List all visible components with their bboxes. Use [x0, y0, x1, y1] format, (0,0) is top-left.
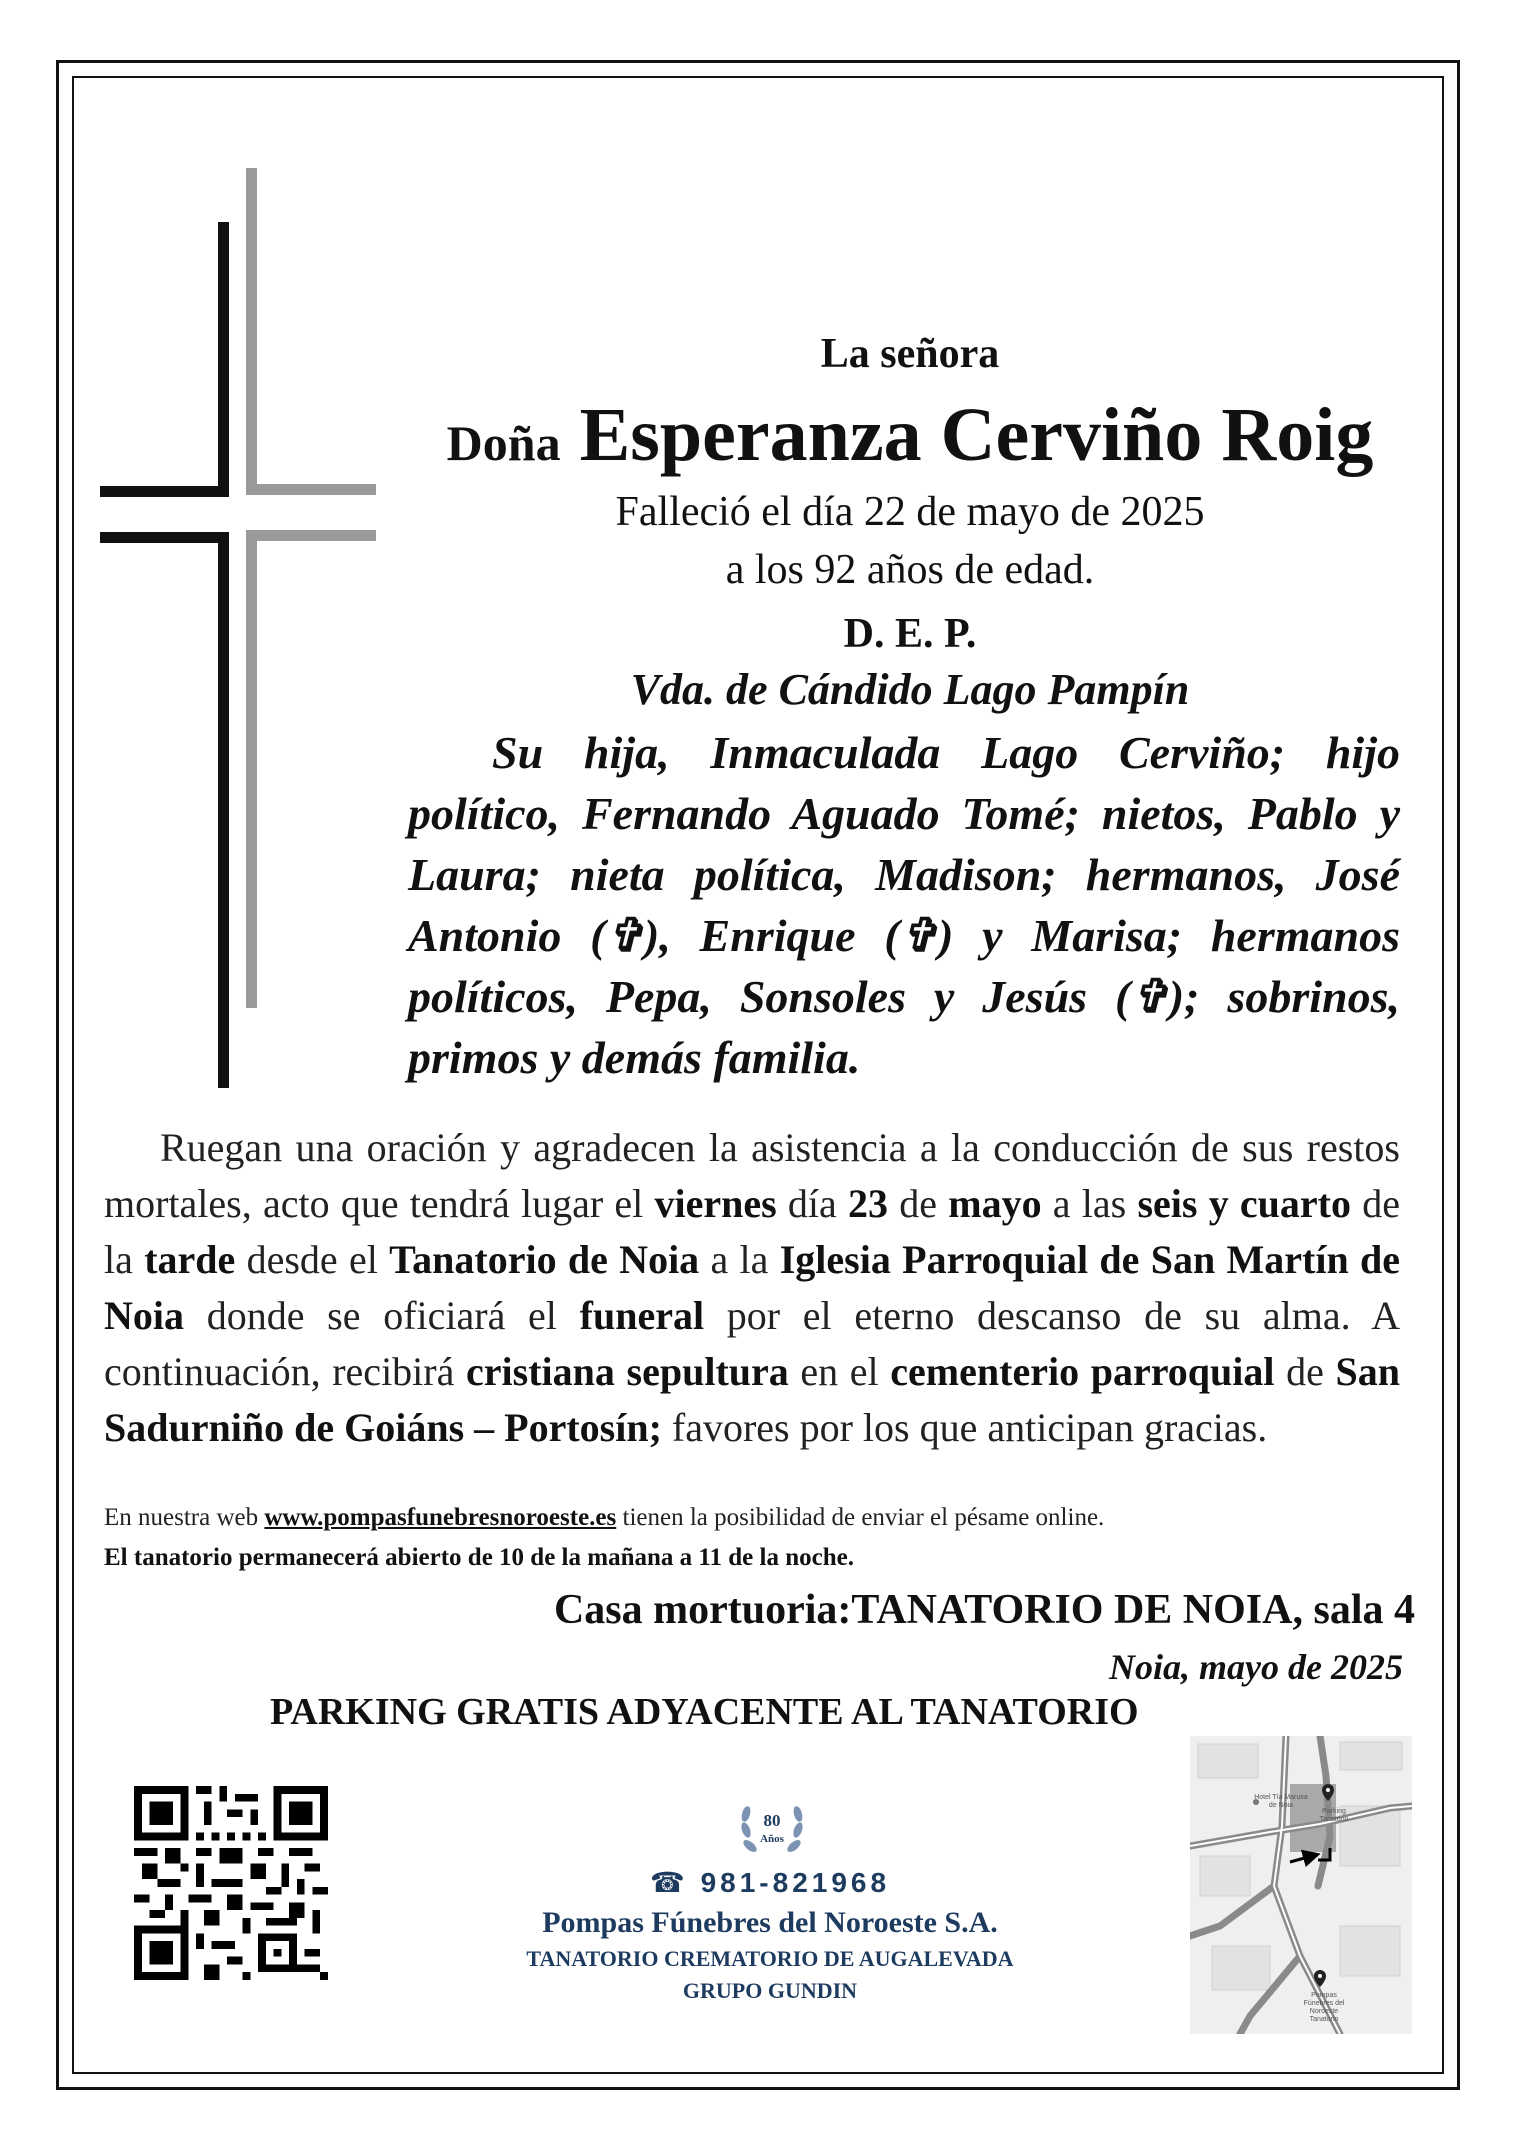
- map-label-parking: Parking Tanatorio: [1319, 1808, 1349, 1823]
- company-group: GRUPO GUNDIN: [682, 1978, 858, 2003]
- svg-text:80: 80: [763, 1811, 781, 1830]
- widow-line: Vda. de Cándido Lago Pampín: [630, 665, 1190, 714]
- map-label-hotel: Hotel Tía Maruxa de Noia: [1254, 1794, 1308, 1809]
- svg-text:Años: Años: [760, 1833, 784, 1845]
- phone-icon: ☎: [649, 1867, 689, 1898]
- death-date-line: Falleció el día 22 de mayo de 2025: [615, 489, 1205, 535]
- ceremony-paragraph: Ruegan una oración y agradecen la asistencia a la conducción de sus restos mortales, acto que tendrá lugar el viernes día 23 de mayo a las seis y cuarto de la tarde desde el Tanatorio de Noia a la Iglesia Parroquial de San Martín de Noia donde se oficiará el funeral por el eterno descanso de su alma. A continuación, recibirá cristiana sepultura en el cementerio parroquial de San Sadurniño de Goiáns – Portosín; favores por los que anticipan gracias.: [104, 1125, 1401, 1450]
- honorific: Doña: [446, 415, 561, 471]
- map-label-funeral-home: Pompas Fúnebres del Noroeste Tanatorio: [1303, 1992, 1345, 2023]
- place-date: Noia, mayo de 2025: [1109, 1647, 1403, 1687]
- web-condolence-line: En nuestra web www.pompasfunebresnoroeste.es tienen la posibilidad de enviar el pésame online.: [104, 1504, 1105, 1531]
- deceased-name: Esperanza Cerviño Roig: [579, 393, 1374, 477]
- website-link[interactable]: www.pompasfunebresnoroeste.es: [264, 1504, 617, 1531]
- deceased-name-line: [400, 392, 1420, 479]
- company-name: Pompas Fúnebres del Noroeste S.A.: [542, 1906, 998, 1939]
- family-list: Su hija, Inmaculada Lago Cerviño; hijo político, Fernando Aguado Tomé; nietos, Pablo y Laura; nieta política, Madison; hermanos, José Antonio (✞), Enrique (✞) y Marisa; hermanos políticos, Pepa, Sonsoles y Jesús (✞); sobrinos, primos y demás familia.: [408, 727, 1400, 1083]
- title-prefix: La señora: [820, 331, 1000, 377]
- dep-line: D. E. P.: [843, 611, 977, 657]
- company-crematorium: TANATORIO CREMATORIO DE AUGALEVADA: [526, 1946, 1014, 1971]
- phone-number[interactable]: ☎ 981-821968: [649, 1867, 891, 1898]
- parking-notice: PARKING GRATIS ADYACENTE AL TANATORIO: [270, 1691, 1139, 1733]
- funeral-home-line: Casa mortuoria:TANATORIO DE NOIA, sala 4: [553, 1587, 1415, 1633]
- age-line: a los 92 años de edad.: [725, 547, 1095, 593]
- qr-code[interactable]: [134, 1786, 328, 1980]
- location-map[interactable]: [1190, 1736, 1412, 2034]
- cross-icon: [100, 168, 380, 1088]
- anniversary-badge-icon: [732, 1790, 812, 1870]
- opening-hours: El tanatorio permanecerá abierto de 10 de la mañana a 11 de la noche.: [104, 1544, 854, 1571]
